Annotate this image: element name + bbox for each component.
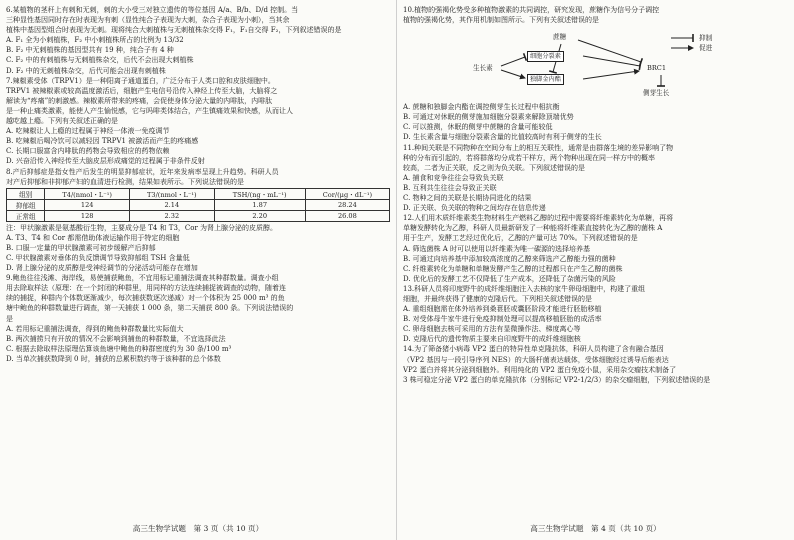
- table-cell: 2.14: [130, 199, 215, 210]
- q7-option-b: B. 吃辣椒后喝冷饮可以减轻因 TRPV1 被激活而产生的疼痛感: [6, 137, 199, 146]
- q7-option-c: C. 长期口服富含内啡肽的药物会导致相应的药物依赖: [6, 147, 170, 156]
- q9-option-b: B. 两次捕捞只有开放的情况不会影响到捕鱼的种群数量，不宜选择此法: [6, 334, 226, 343]
- q8-option-c: C. 甲状腺激素对垂体的负反馈调节导致抑郁组 TSH 含量低: [6, 253, 190, 262]
- q12-option-d: D. 优化后的发酵工艺不仅降低了生产成本，还降低了杂菌污染的风险: [403, 274, 616, 283]
- q8-option-d: D. 肾上腺分泌的皮质醇是受神经调节的分泌活动可能存在增加: [6, 264, 198, 273]
- q13-line: 细胞，并最终获得了健康的克隆后代。下列相关叙述错误的是: [403, 294, 592, 303]
- q14-line: 14.为了筛备猪小病毒 VP2 蛋白的特异性单克隆抗体，科研人员构建了含有融合基因: [403, 345, 664, 354]
- q14-line: 3 株可稳定分泌 VP2 蛋白的单克隆抗体（分别标记 VP2-1/2/3）的杂交瘤细胞，下列叙述错误的是: [403, 375, 711, 384]
- q11-option-a: A. 捕食和竞争往往会导致负关联: [403, 173, 504, 182]
- legend-promote: 促进: [699, 44, 713, 53]
- table-header: T4/(nmol・L⁻¹): [45, 188, 130, 199]
- q9-line: 续的捕捉，种群内个体数逐渐减少，每次捕获数逐次递减）对一个体积为 25 000 m³ 的鱼: [6, 294, 285, 303]
- table-cell: 26.08: [305, 210, 389, 221]
- q6-option-c: C. F₂ 中的有刺植株与无刺植株杂交，后代不会出现大刺植株: [6, 56, 194, 65]
- q7-option-a: A. 吃辣椒让人上瘾的过程属于神经一体液一免疫调节: [6, 127, 170, 136]
- table-header: T3/(nmol・L⁻¹): [130, 188, 215, 199]
- q10-option-c: C. 可以推测，休眠的侧芽中蔗糖的含量可能较低: [403, 123, 553, 132]
- right-column: [403, 5, 788, 518]
- q7-line: 是一种止痛类激素，能使人产生愉悦感，它与吗啡类体结合，产生镇痛效果和快感，从而让人: [6, 106, 293, 115]
- q12-line: 12.人们用木质纤维素类生物材料生产燃料乙醇的过程中需要将纤维素转化为单糖，再将: [403, 214, 674, 223]
- q7-line: 越吃越上瘾。下列有关叙述正确的是: [6, 117, 118, 126]
- q13-option-d: D. 克隆后代的遗传物质主要来自印度野牛的成纤维细胞核: [403, 335, 581, 344]
- q11-line: 较高，二者为正关联，反之则为负关联。下列叙述错误的是: [403, 163, 585, 172]
- q7-line: 7.辣椒素受体（TRPV1）是一种阳离子通道蛋白，广泛分布于人类口腔和皮肤细胞中。: [6, 76, 275, 85]
- q8-option-a: A. T3、T4 和 Cor 都需借助体液运输作用于特定的细胞: [6, 233, 180, 242]
- q9-option-c: C. 根据去除取样法原理估算该鱼塘中鲍鱼的种群密度约为 30 条/100 m³: [6, 344, 232, 353]
- q6-option-d: D. F₂ 中的无刺植株杂交，后代可能会出现有刺植株: [6, 66, 166, 75]
- cytokinin-box: 细胞分裂素: [527, 51, 564, 62]
- q13-option-b: B. 对受体母牛家牛进行免疫抑制处理可以提高移植胚胎的成活率: [403, 315, 602, 324]
- table-row: [7, 210, 390, 221]
- table-header: TSH/(ng・mL⁻¹): [214, 188, 305, 199]
- q10-line: 植物的强褐化势，其作用机制如图所示。下列有关叙述错误的是: [403, 16, 599, 25]
- q11-line: 种的分布而引起的，若将群落均分成若干样方，两个物种出现在同一样方中的概率: [403, 153, 655, 162]
- q9-line: 9.鲍鱼往往浅滩、海岸线，易使捕获鲍鱼，不宜用标记重捕法调查其种群数量。调查小组: [6, 274, 279, 283]
- q14-line: （VP2 基因与一段引导序列 NES）的大肠杆菌表达载体，受体细胞经过诱导后能表达: [403, 355, 669, 364]
- q8-line: 对产后抑郁和非抑郁产妇的血清进行检测，结果如表所示。下列说法错误的是: [6, 177, 244, 186]
- left-column: [6, 5, 390, 518]
- q9-line: 塘中鲍鱼的种群数量进行调查，第一天捕获 1 000 条，第二天捕获 800 条。下列说法错误的: [6, 304, 294, 313]
- q11-option-b: B. 互利共生往往会导致正关联: [403, 183, 497, 192]
- q12-option-a: A. 筛选菌株 A 时可以使用以纤维素为唯一碳源的选择培养基: [403, 244, 591, 253]
- question-12: [403, 213, 788, 284]
- q11-option-c: C. 物种之间的关联是长期协同进化的结果: [403, 194, 532, 203]
- diagram-arrows: [403, 26, 787, 100]
- q13-option-a: A. 重组细胞需在体外培养到桑葚胚或囊胚阶段才能进行胚胎移植: [403, 305, 602, 314]
- q6-option-b: B. F₂ 中无刺植株的基因型共有 19 种，纯合子有 4 种: [6, 46, 174, 55]
- q10-option-d: D. 生长素含量与细胞分裂素含量的比值较高时有利于侧芽的生长: [403, 133, 602, 142]
- q6-line: 三种显性基因同时存在时表现为有刺（显性纯合子表现为大刺，杂合子表现为小刺），当其余: [6, 16, 290, 25]
- right-page-footer: 高三生物学试题 第 4 页（共 10 页）: [530, 524, 661, 533]
- table-cell: 124: [45, 199, 130, 210]
- q9-option-d: D. 当单次捕获数降到 0 时，捕获的总累积数约等于该种群的总个体数: [6, 354, 221, 363]
- q6-option-a: A. F₁ 全为小刺植株，F₂ 中小刺植株所占的比例为 13/32: [6, 36, 184, 45]
- strigolactone-box: 独脚金内酯: [527, 74, 564, 85]
- left-page-footer: 高三生物学试题 第 3 页（共 10 页）: [132, 524, 264, 533]
- table-header: 组别: [7, 188, 45, 199]
- table-cell: 2.20: [214, 210, 305, 221]
- table-cell: 1.87: [214, 199, 305, 210]
- q7-line: 解读为“疼痛”的刺激感。辣椒素所带来的疼痛，会促使身体分泌大量的内啡肽，内啡肽: [6, 96, 273, 105]
- question-8: [6, 167, 390, 274]
- brc1-label: BRC1: [647, 64, 667, 73]
- q13-line: 13.科研人员将印度野牛的成纤维细胞注入去核的家牛卵母细胞中，构建了重组: [403, 284, 646, 293]
- question-10: [403, 5, 788, 143]
- q12-line: 单糖发酵转化为乙醇，科研人员最新研发了一种能将纤维素直接转化为乙醇的菌株 A: [403, 224, 663, 233]
- auxin-label: 生长素: [473, 64, 493, 73]
- table-cell: 28.24: [305, 199, 389, 210]
- question-9: [6, 273, 390, 364]
- q9-option-a: A. 若用标记重捕法调查，得到的鲍鱼种群数量比实际值大: [6, 324, 184, 333]
- question-14: [403, 344, 788, 384]
- right-page: [397, 0, 794, 540]
- table-header-row: [7, 188, 390, 199]
- q7-line: TRPV1 被辣椒素或较高温度激活后，细胞产生电信号沿传入神经上传至大脑，大脑将之: [6, 86, 278, 95]
- table-cell: 抑郁组: [7, 199, 45, 210]
- q11-line: 11.种间关联是不同物种在空间分布上的相互关联性，通常是由群落生境的差异影响了物: [403, 143, 674, 152]
- hormone-table: [6, 188, 390, 222]
- q12-option-b: B. 可通过向培养基中添加较高浓度的乙醇来筛选产乙醇能力强的菌种: [403, 254, 616, 263]
- question-6: [6, 5, 390, 76]
- q9-line: 是: [6, 314, 13, 323]
- table-cell: 128: [45, 210, 130, 221]
- sucrose-regulation-diagram: [403, 26, 788, 100]
- q8-option-b: B. 口服一定量的甲状腺激素可初步缓解产后抑郁: [6, 243, 156, 252]
- q9-line: 用去除取样法（原理：在一个封闭的种群里，用同样的方法连续捕捉被调查的动物，随着连: [6, 284, 286, 293]
- question-11: [403, 143, 788, 214]
- q8-note: 注：甲状腺激素是氨基酸衍生物，主要成分是 T4 和 T3，Cor 为肾上腺分泌的皮质醇。: [6, 223, 278, 232]
- q13-option-c: C. 卵母细胞去核可采用的方法有显微操作法、梯度离心等: [403, 325, 581, 334]
- q12-option-c: C. 纤维素转化为单糖和单糖发酵产生乙醇的过程都只在产生乙醇的菌株: [403, 264, 623, 273]
- q12-line: 用于生产，发酵工艺经过优化后，乙醇的产量可达 70%。下列叙述错误的是: [403, 234, 638, 243]
- table-header: Cor/(μg・dL⁻¹): [305, 188, 389, 199]
- legend-inhibit: 抑制: [699, 34, 713, 43]
- question-13: [403, 284, 788, 345]
- q10-option-a: A. 蔗糖和独脚金内酯在调控侧芽生长过程中相抗衡: [403, 103, 560, 112]
- q6-line: 植株中基因型组合时表现为无刺。现将纯合大刺植株与无刺植株杂交得 F₁，F₁自交得 F₂，下列叙述错误的是: [6, 26, 342, 35]
- table-cell: 2.32: [130, 210, 215, 221]
- q11-option-d: D. 正关联、负关联的物种之间均存在信息传递: [403, 204, 546, 213]
- q8-line: 8.产后抑郁症是指女性产后发生的明显抑郁症状，近年来发病率呈现上升趋势。科研人员: [6, 167, 279, 176]
- q10-line: 10.植物的强褐化势受多种植物激素的共同调控，研究发现，蔗糖作为信号分子调控: [403, 6, 660, 14]
- lateral-bud-growth-label: 侧芽生长: [643, 89, 670, 98]
- question-7: [6, 76, 390, 167]
- q10-option-b: B. 可通过对休眠的侧芽施加细胞分裂素来解除顶端优势: [403, 113, 574, 122]
- table-cell: 正常组: [7, 210, 45, 221]
- sucrose-label: 蔗糖: [553, 33, 567, 42]
- q7-option-d: D. 兴奋沿传入神经传至大脑皮层形成痛觉的过程属于非条件反射: [6, 157, 205, 166]
- q14-line: VP2 蛋白并将其分泌到细胞外。利用纯化的 VP2 蛋白免疫小鼠，采用杂交瘤技术制备了: [403, 365, 677, 374]
- q6-line: 6.某植物的茎秆上有刺和无刺，刺的大小受三对独立遗传的等位基因 A/a、B/b、D/d 控制。当: [6, 6, 299, 14]
- table-row: [7, 199, 390, 210]
